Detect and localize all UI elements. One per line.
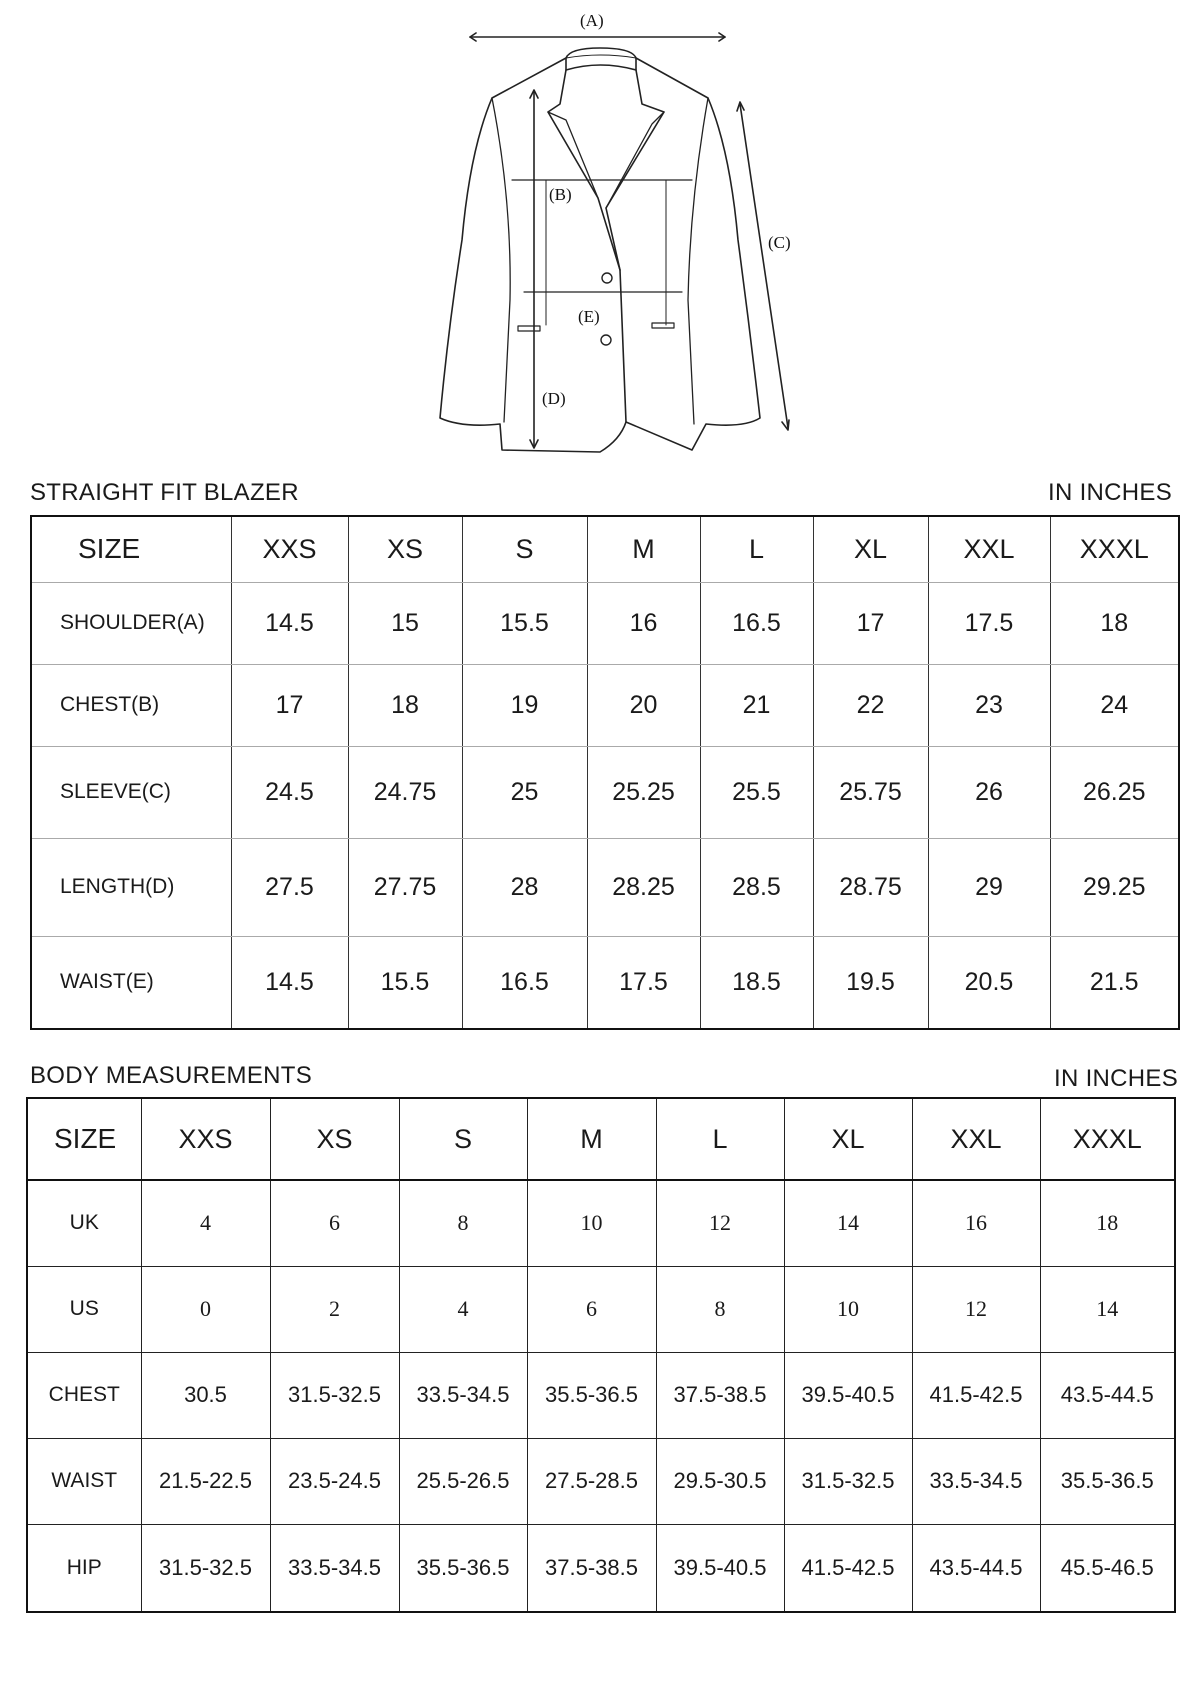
table-cell: 6 xyxy=(270,1180,399,1266)
table-cell: 10 xyxy=(527,1180,656,1266)
table-cell: 21.5-22.5 xyxy=(141,1438,270,1524)
row-label: LENGTH(D) xyxy=(31,838,231,936)
size-header: SIZE xyxy=(31,516,231,582)
table-cell: 16 xyxy=(912,1180,1040,1266)
table-cell: 16.5 xyxy=(700,582,813,664)
table-cell: 41.5-42.5 xyxy=(912,1352,1040,1438)
table-cell: 31.5-32.5 xyxy=(784,1438,912,1524)
table-cell: 14.5 xyxy=(231,582,348,664)
table-cell: 14.5 xyxy=(231,936,348,1029)
table-cell: 43.5-44.5 xyxy=(912,1524,1040,1612)
blazer-body-outline xyxy=(440,58,760,452)
table-cell: 24 xyxy=(1050,664,1179,746)
row-label: SHOULDER(A) xyxy=(31,582,231,664)
table-cell: 31.5-32.5 xyxy=(141,1524,270,1612)
table-cell: 17 xyxy=(813,582,928,664)
table-cell: 15.5 xyxy=(348,936,462,1029)
row-label: US xyxy=(27,1266,141,1352)
table-cell: 33.5-34.5 xyxy=(912,1438,1040,1524)
table-row xyxy=(27,1180,1175,1266)
table-row xyxy=(27,1524,1175,1612)
table-row xyxy=(31,664,1179,746)
body-measurement-table xyxy=(26,1097,1176,1613)
table-cell: 37.5-38.5 xyxy=(527,1524,656,1612)
size-column-header: L xyxy=(700,516,813,582)
table-cell: 27.5-28.5 xyxy=(527,1438,656,1524)
table-cell: 2 xyxy=(270,1266,399,1352)
blazer-diagram xyxy=(420,0,820,470)
table-cell: 28.25 xyxy=(587,838,700,936)
size-column-header: XS xyxy=(348,516,462,582)
label-c: (C) xyxy=(768,233,791,252)
garment-table-units: IN INCHES xyxy=(1048,479,1173,506)
body-table-units: IN INCHES xyxy=(1054,1065,1179,1092)
table-cell: 4 xyxy=(399,1266,527,1352)
table-cell: 35.5-36.5 xyxy=(527,1352,656,1438)
table-cell: 25.75 xyxy=(813,746,928,838)
table-cell: 31.5-32.5 xyxy=(270,1352,399,1438)
size-column-header: XL xyxy=(784,1098,912,1180)
table-cell: 29.5-30.5 xyxy=(656,1438,784,1524)
table-cell: 25 xyxy=(462,746,587,838)
table-cell: 45.5-46.5 xyxy=(1060,1554,1154,1580)
body-table-title: BODY MEASUREMENTS xyxy=(30,1062,313,1089)
size-column-header: XXL xyxy=(912,1098,1040,1180)
table-row xyxy=(31,838,1179,936)
size-column-header: M xyxy=(587,516,700,582)
table-cell: 17.5 xyxy=(928,582,1050,664)
row-label: SLEEVE(C) xyxy=(31,746,231,838)
table-cell: 15.5 xyxy=(462,582,587,664)
table-cell: 23 xyxy=(928,664,1050,746)
size-header: SIZE xyxy=(27,1098,141,1180)
row-label: HIP xyxy=(27,1524,141,1612)
table-cell: 18 xyxy=(1040,1180,1175,1266)
table-cell: 24.5 xyxy=(231,746,348,838)
table-cell: 18.5 xyxy=(700,936,813,1029)
table-cell: 39.5-40.5 xyxy=(784,1352,912,1438)
button-icon xyxy=(602,273,612,283)
table-cell: 0 xyxy=(141,1266,270,1352)
table-header-row xyxy=(27,1098,1175,1180)
table-cell: 16.5 xyxy=(462,936,587,1029)
measure-line-c xyxy=(740,104,788,428)
table-header-row xyxy=(31,516,1179,582)
table-cell: 27.75 xyxy=(348,838,462,936)
table-cell: 28.5 xyxy=(700,838,813,936)
size-column-header: XL xyxy=(813,516,928,582)
table-cell: 21 xyxy=(700,664,813,746)
table-cell: 29 xyxy=(928,838,1050,936)
table-cell: 27.5 xyxy=(231,838,348,936)
garment-table-title: STRAIGHT FIT BLAZER xyxy=(30,479,299,506)
row-label: WAIST xyxy=(27,1438,141,1524)
label-b: (B) xyxy=(549,185,572,204)
size-column-header: XXL xyxy=(928,516,1050,582)
table-cell: 21.5 xyxy=(1089,967,1139,996)
right-lapel xyxy=(606,70,664,270)
size-column-header: L xyxy=(656,1098,784,1180)
size-column-header: XXS xyxy=(231,516,348,582)
table-cell: 17 xyxy=(231,664,348,746)
table-cell: 16 xyxy=(587,582,700,664)
table-cell: 23.5-24.5 xyxy=(270,1438,399,1524)
size-column-header: XXXL xyxy=(1050,516,1179,582)
table-cell: 12 xyxy=(656,1180,784,1266)
table-row xyxy=(27,1438,1175,1524)
size-column-header: S xyxy=(399,1098,527,1180)
label-d: (D) xyxy=(542,389,566,408)
table-cell: 29.25 xyxy=(1050,838,1179,936)
table-cell: 35.5-36.5 xyxy=(399,1524,527,1612)
table-cell: 28 xyxy=(462,838,587,936)
row-label: UK xyxy=(27,1180,141,1266)
table-cell: 8 xyxy=(399,1180,527,1266)
table-cell: 28.75 xyxy=(813,838,928,936)
table-row xyxy=(31,746,1179,838)
table-cell: 14 xyxy=(784,1180,912,1266)
label-a: (A) xyxy=(580,11,604,30)
table-cell: 35.5-36.5 xyxy=(1040,1438,1175,1524)
size-column-header: XS xyxy=(270,1098,399,1180)
table-cell: 19.5 xyxy=(813,936,928,1029)
size-column-header: XXXL xyxy=(1040,1098,1175,1180)
label-e: (E) xyxy=(578,307,600,326)
row-label: WAIST(E) xyxy=(31,936,231,1029)
table-row xyxy=(27,1352,1175,1438)
table-cell: 20.5 xyxy=(928,936,1050,1029)
table-cell: 25.25 xyxy=(587,746,700,838)
table-cell: 22 xyxy=(813,664,928,746)
table-cell: 10 xyxy=(784,1266,912,1352)
table-cell: 18 xyxy=(348,664,462,746)
table-cell: 24.75 xyxy=(348,746,462,838)
table-cell: 26.25 xyxy=(1050,746,1179,838)
table-cell: 17.5 xyxy=(587,936,700,1029)
table-cell: 4 xyxy=(141,1180,270,1266)
size-column-header: S xyxy=(462,516,587,582)
row-label: CHEST xyxy=(27,1352,141,1438)
garment-size-table xyxy=(30,515,1180,1030)
table-cell: 19 xyxy=(462,664,587,746)
table-cell: 39.5-40.5 xyxy=(656,1524,784,1612)
size-column-header: M xyxy=(527,1098,656,1180)
table-cell: 33.5-34.5 xyxy=(270,1524,399,1612)
size-column-header: XXS xyxy=(141,1098,270,1180)
table-cell: 30.5 xyxy=(141,1352,270,1438)
table-cell: 8 xyxy=(656,1266,784,1352)
table-cell: 12 xyxy=(912,1266,1040,1352)
table-row xyxy=(27,1266,1175,1352)
table-cell: 6 xyxy=(527,1266,656,1352)
table-cell: 18 xyxy=(1050,582,1179,664)
table-cell: 37.5-38.5 xyxy=(656,1352,784,1438)
table-cell: 14 xyxy=(1040,1266,1175,1352)
table-row xyxy=(31,582,1179,664)
table-cell: 33.5-34.5 xyxy=(399,1352,527,1438)
table-cell: 25.5 xyxy=(700,746,813,838)
table-cell: 26 xyxy=(928,746,1050,838)
button-icon xyxy=(601,335,611,345)
row-label: CHEST(B) xyxy=(31,664,231,746)
table-row xyxy=(31,936,1179,1029)
table-cell: 20 xyxy=(587,664,700,746)
table-cell: 43.5-44.5 xyxy=(1040,1352,1175,1438)
table-cell: 25.5-26.5 xyxy=(399,1438,527,1524)
table-cell: 15 xyxy=(348,582,462,664)
table-cell: 41.5-42.5 xyxy=(784,1524,912,1612)
